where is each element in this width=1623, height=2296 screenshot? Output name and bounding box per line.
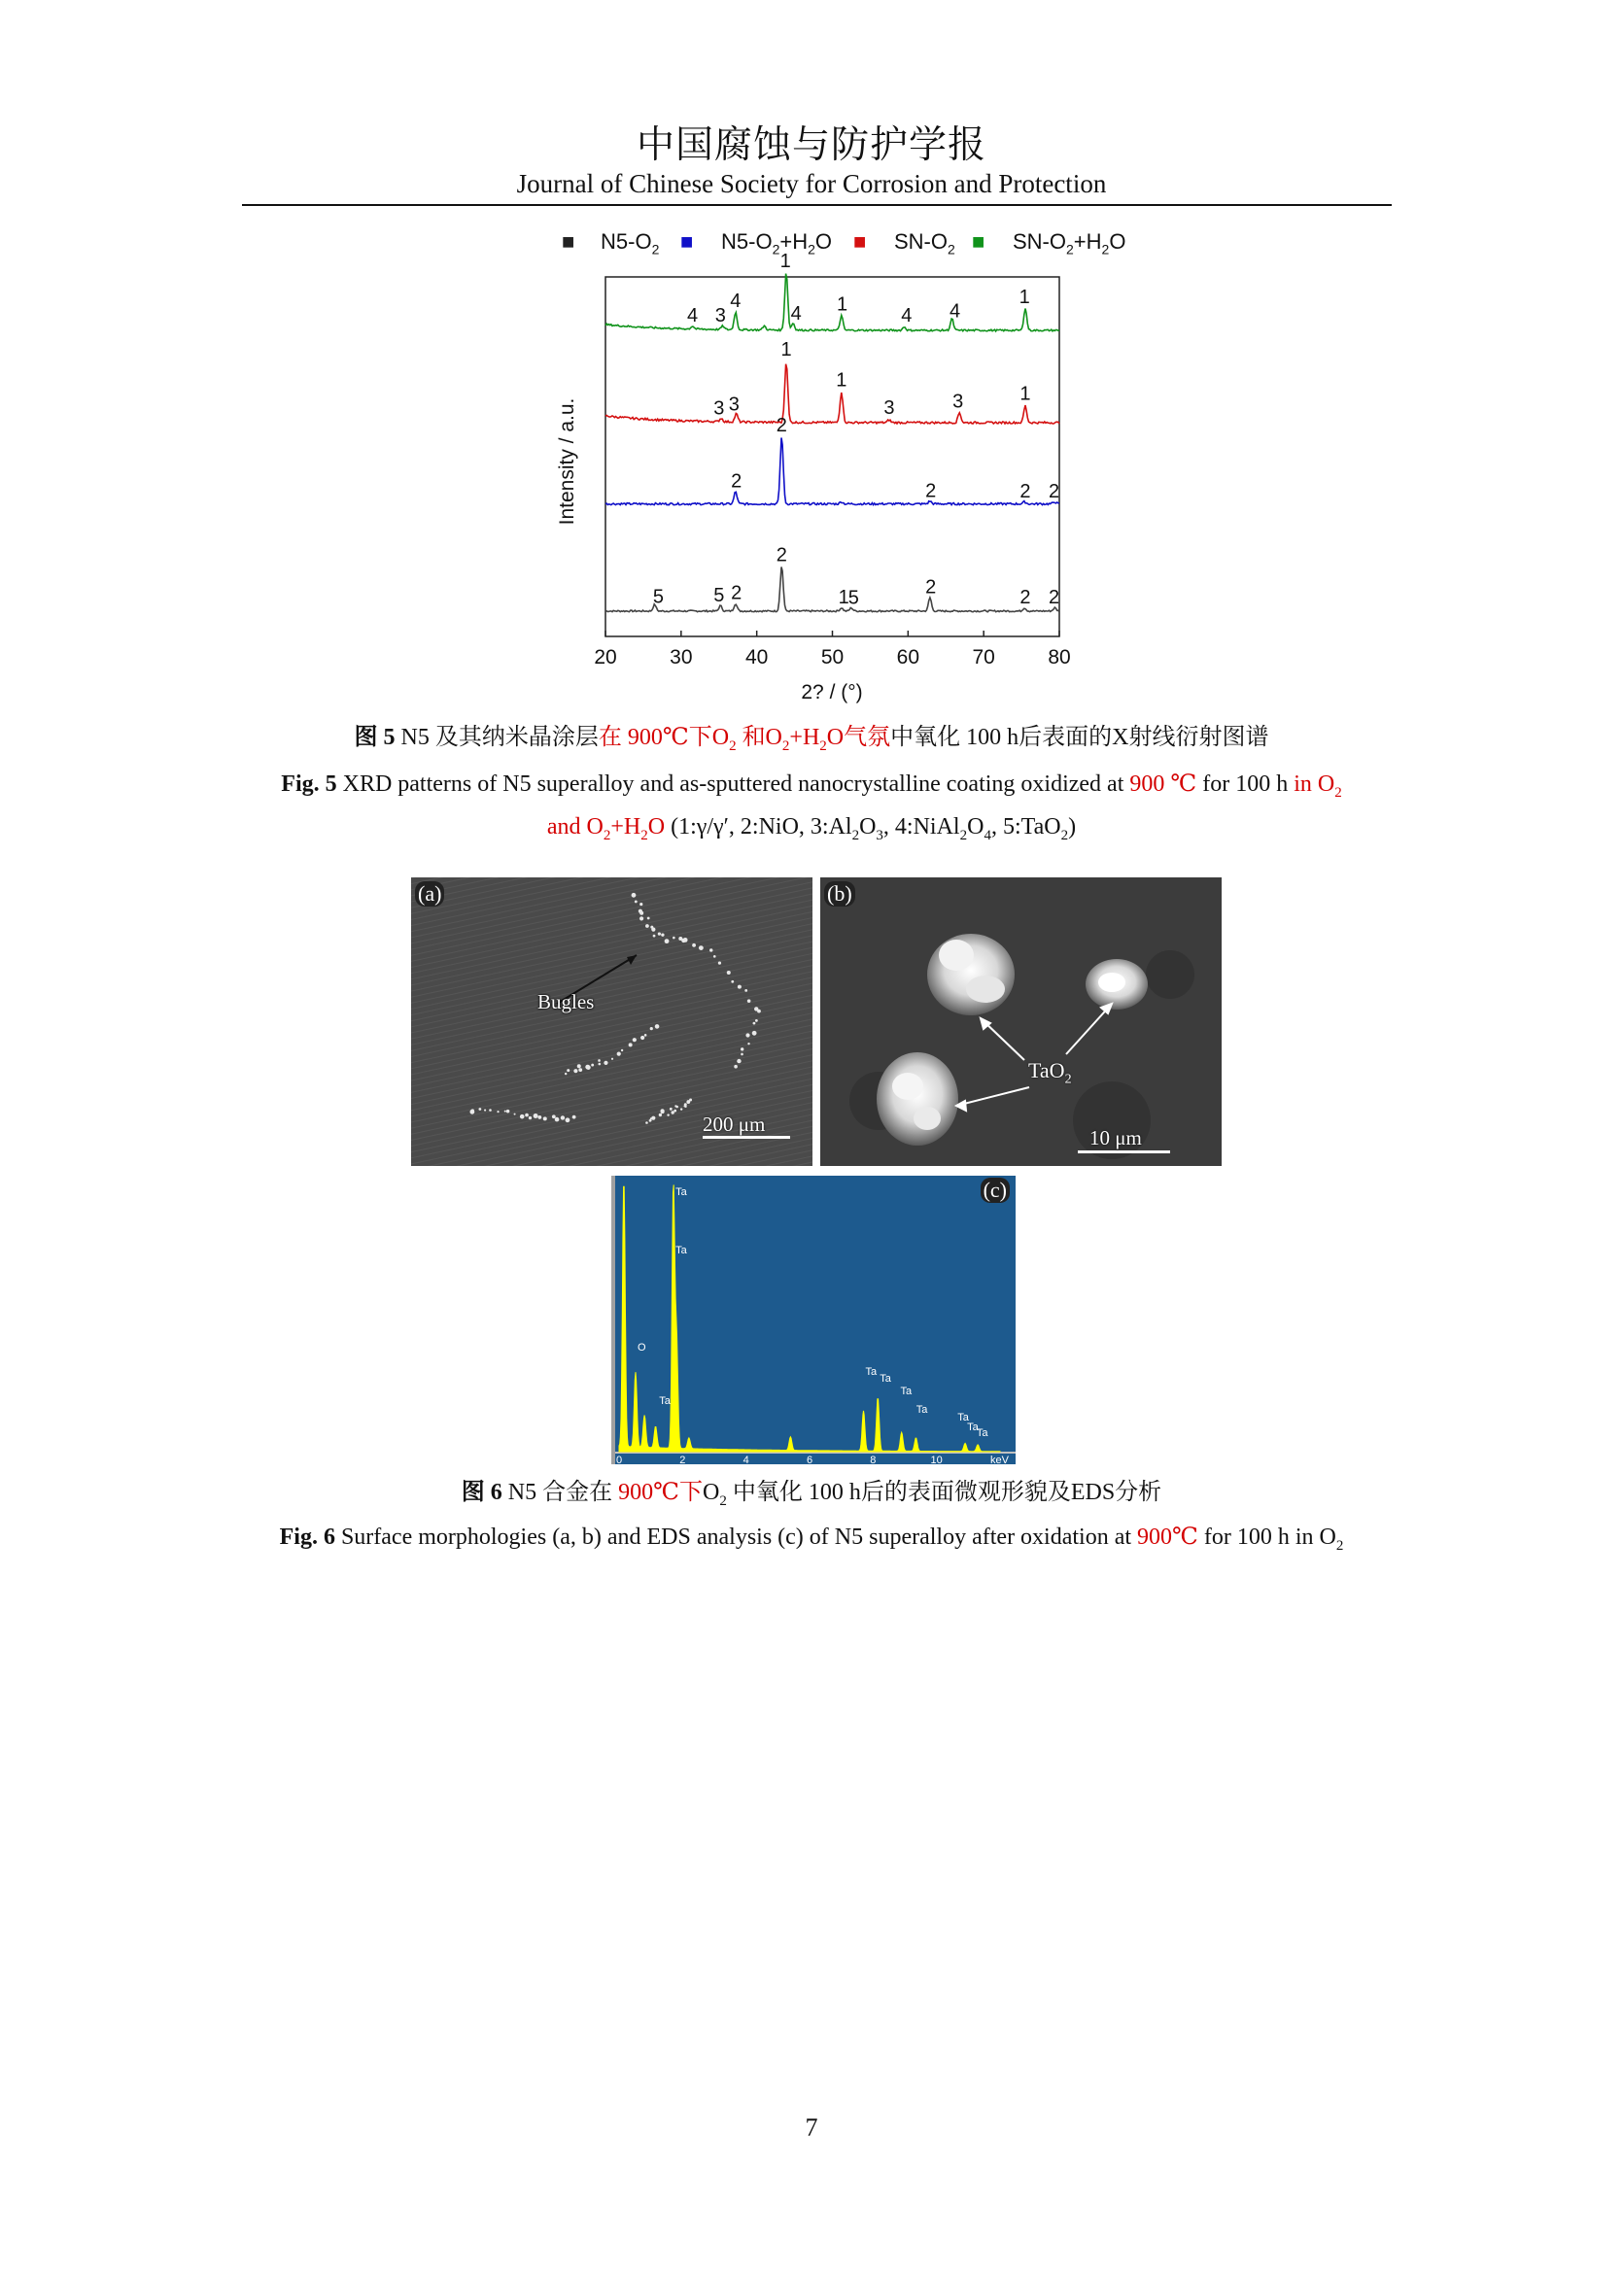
eds-peak-label-0: Ta	[675, 1186, 687, 1198]
peak-label-1-3: 2	[1019, 480, 1031, 502]
eds-x-tick-4: 8	[870, 1455, 877, 1466]
peak-label-0-3: 2	[776, 544, 787, 566]
x-tick-label-3: 50	[820, 646, 845, 668]
legend-marker-sn-o2: ■	[853, 229, 867, 254]
peak-label-0-8: 2	[1048, 586, 1060, 608]
peak-label-0-2: 2	[731, 582, 742, 604]
fig5-caption-cn: 图 5 N5 及其纳米晶涂层在 900℃下$O_2$ 和$O_2+H_2O$气氛中氧化 100 h后表面的X射线衍射图谱	[354, 725, 1269, 754]
peak-label-1-1: 2	[776, 415, 787, 436]
peak-label-3-4: 4	[790, 302, 802, 325]
peak-label-3-6: 4	[901, 305, 913, 327]
sem-panel-a	[411, 877, 812, 1166]
peak-label-2-4: 3	[883, 397, 895, 420]
eds-peak-label-1: Ta	[675, 1245, 687, 1256]
peak-label-0-5: 5	[847, 587, 859, 609]
fig6-caption-en: Fig. 6 Surface morphologies (a, b) and EDS analysis (c) of N5 superalloy after oxidation at 900℃ for 100 h in $O_2$	[279, 1525, 1344, 1554]
x-tick-label-4: 60	[896, 646, 920, 668]
eds-peak-label-4: Ta	[865, 1366, 878, 1378]
peak-label-0-1: 5	[713, 585, 725, 607]
eds-x-tick-5: 10	[930, 1455, 943, 1466]
eds-peak-label-6: Ta	[900, 1386, 913, 1397]
legend-marker-sn-o2-h2o: ■	[972, 229, 985, 254]
eds-x-tick-3: 6	[806, 1455, 813, 1466]
peak-label-1-4: 2	[1048, 480, 1060, 502]
sem-panel-b-image	[820, 877, 1222, 1166]
eds-x-unit: keV	[990, 1455, 1009, 1466]
x-tick-label-6: 80	[1048, 646, 1071, 668]
peak-label-3-0: 4	[686, 305, 699, 326]
scale-bar-b: 10 μm	[1089, 1126, 1142, 1149]
x-axis-label: 2? / (°)	[801, 681, 863, 703]
x-tick-label-0: 20	[594, 646, 617, 668]
series-line-1	[605, 438, 1059, 505]
peak-label-3-5: 1	[837, 293, 848, 316]
peak-label-2-0: 3	[713, 397, 725, 420]
peak-label-0-6: 2	[925, 576, 937, 599]
page-number: 7	[805, 2113, 818, 2142]
xrd-chart	[525, 251, 1088, 714]
tao2-cluster-3	[877, 1052, 958, 1146]
eds-peak-label-5: Ta	[880, 1373, 891, 1385]
peak-label-2-3: 1	[836, 369, 847, 392]
panel-tag-a: (a)	[415, 881, 444, 907]
tao2-cluster-2	[1086, 959, 1148, 1010]
peak-label-3-1: 3	[714, 305, 726, 327]
peak-label-2-5: 3	[952, 391, 964, 413]
fig6-caption-cn: 图 6 N5 合金在 900℃下$O_2$ 中氧化 100 h后的表面微观形貌及EDS分析	[461, 1480, 1162, 1509]
peak-label-0-0: 5	[652, 586, 665, 608]
scale-bar-a: 200 μm	[703, 1113, 766, 1136]
panel-tag-b: (b)	[824, 881, 855, 907]
series-line-0	[605, 567, 1059, 612]
eds-x-tick-1: 2	[679, 1455, 686, 1466]
legend-marker-n5-o2: ■	[562, 229, 575, 254]
peak-label-2-6: 1	[1019, 383, 1031, 405]
series-line-3	[605, 274, 1059, 331]
journal-title-cn: 中国腐蚀与防护学报	[636, 123, 986, 167]
peak-label-2-2: 1	[780, 339, 792, 360]
tao2-annotation: TaO$_2$	[1028, 1058, 1072, 1087]
fig5-caption-en-line2: and $O_2+H_2O$ (1:γ/γ′, 2:NiO, $3:Al_2O_3$, $4:NiAl_2O_4$, 5:TaO$_2$)	[546, 814, 1077, 843]
peak-label-0-7: 2	[1019, 586, 1031, 608]
panel-tag-c: (c)	[981, 1178, 1010, 1203]
eds-panel-c	[611, 1176, 1016, 1464]
peak-label-3-3: 1	[779, 251, 791, 273]
legend-label-n5-o2-h2o: $N5-O_2+H_2O$	[721, 229, 833, 257]
x-tick-label-2: 40	[744, 646, 769, 668]
journal-title-en: Journal of Chinese Society for Corrosion and Protection	[516, 169, 1107, 198]
peak-label-1-2: 2	[925, 480, 937, 502]
x-tick-label-5: 70	[972, 646, 995, 668]
peak-label-0-4: 1	[838, 587, 849, 609]
eds-spectrum	[611, 1176, 1016, 1464]
eds-peak-label-9: Ta	[967, 1422, 979, 1433]
legend-label-sn-o2: $SN-O_2$	[894, 229, 955, 257]
y-axis-label: Intensity / a.u.	[556, 397, 578, 526]
series-line-2	[605, 364, 1059, 424]
eds-peak-label-8: Ta	[957, 1412, 969, 1423]
eds-x-tick-2: 4	[742, 1455, 749, 1466]
x-tick-label-1: 30	[670, 646, 693, 668]
header-rule	[242, 204, 1392, 206]
peak-label-2-1: 3	[728, 394, 740, 416]
fig5-caption-en-line1: Fig. 5 XRD patterns of N5 superalloy and as-sputtered nanocrystalline coating oxidized at 900 ℃ for 100 h in $O_2$	[281, 771, 1342, 801]
eds-peak-label-7: Ta	[915, 1404, 928, 1416]
eds-x-tick-0: 0	[615, 1455, 623, 1466]
tao2-cluster-1	[927, 934, 1015, 1015]
chart-legend	[525, 225, 1126, 258]
eds-peak-label-3: Ta	[659, 1395, 671, 1407]
sem-panel-b	[820, 877, 1222, 1166]
legend-marker-n5-o2-h2o: ■	[680, 229, 694, 254]
eds-peak-label-2: O	[637, 1342, 646, 1354]
legend-label-sn-o2-h2o: $SN-O_2+H_2O$	[1013, 229, 1126, 257]
eds-peak-label-10: Ta	[976, 1427, 988, 1439]
bugles-annotation: Bugles	[537, 990, 595, 1013]
peak-label-3-8: 1	[1019, 286, 1030, 308]
peak-label-3-2: 4	[730, 290, 742, 312]
peak-label-1-0: 2	[731, 470, 742, 493]
peak-label-3-7: 4	[950, 300, 961, 323]
legend-label-n5-o2: $N5-O_2$	[601, 229, 660, 257]
